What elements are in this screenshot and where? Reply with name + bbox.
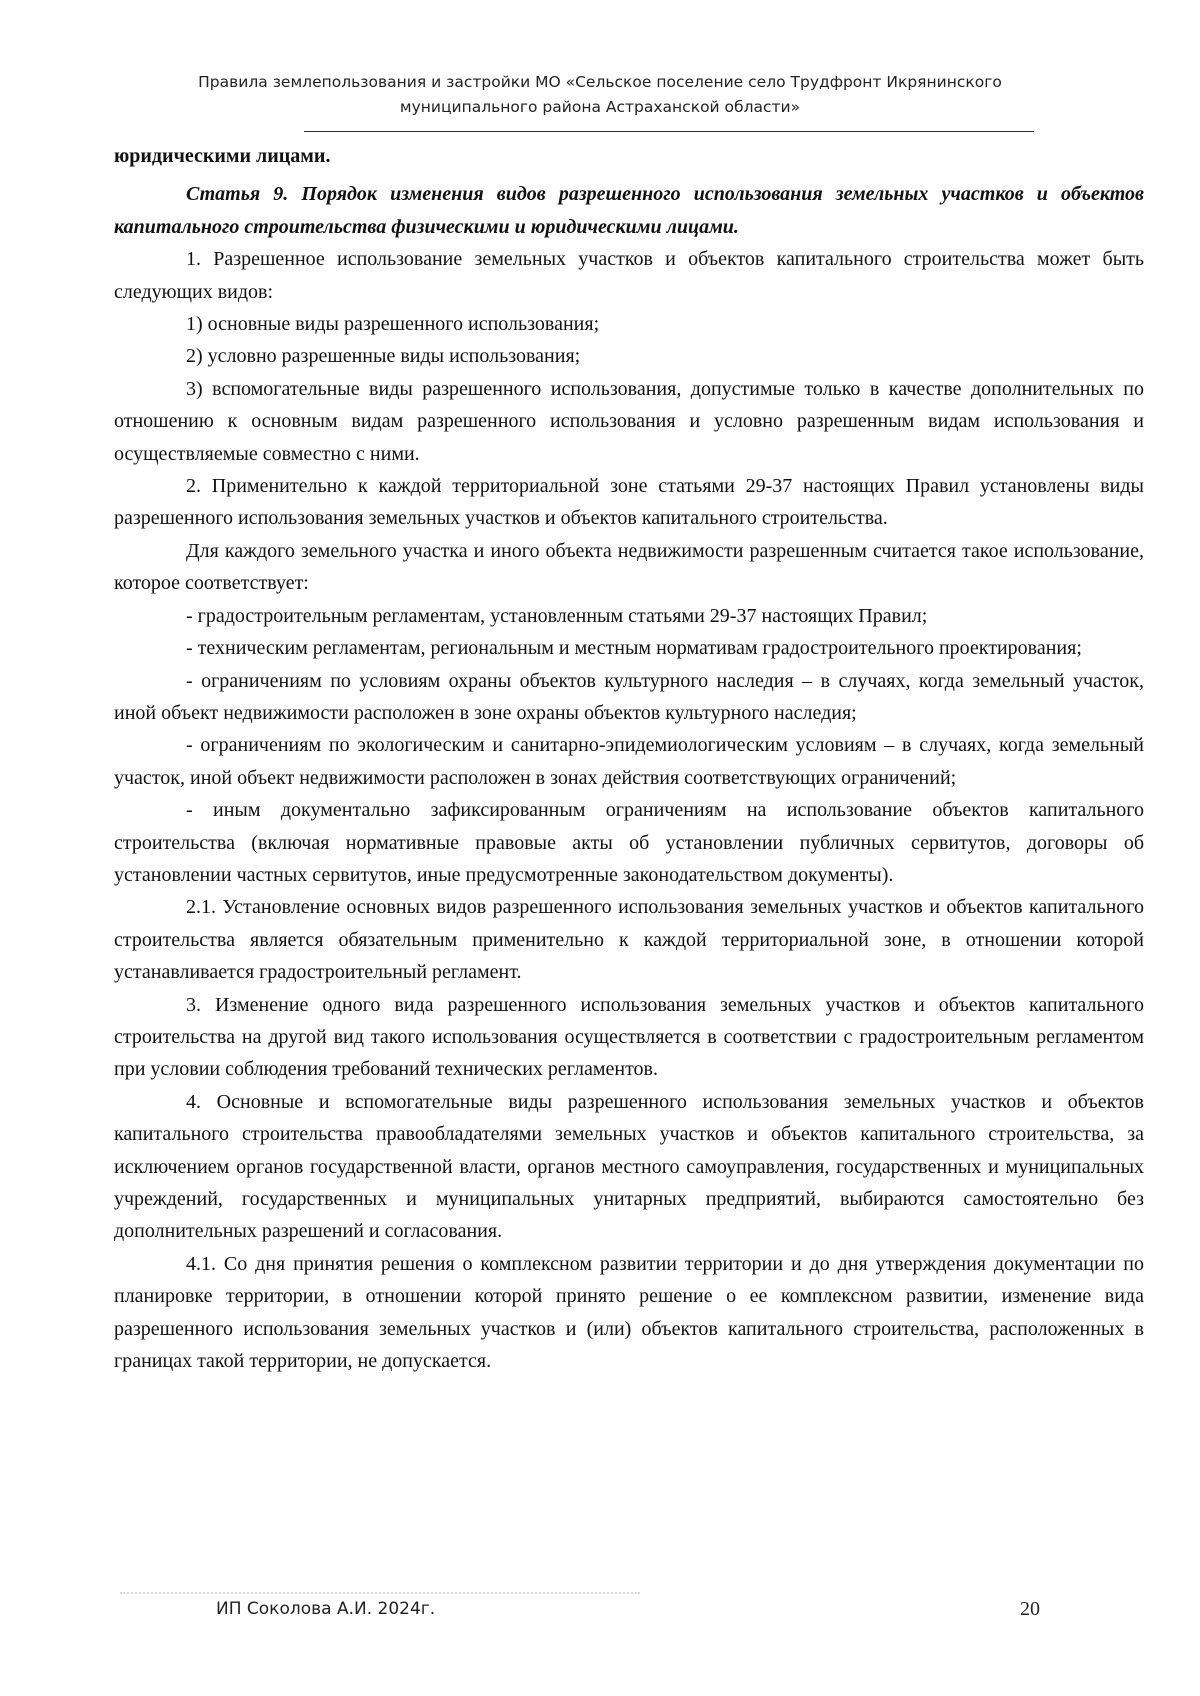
list-item: - ограничениям по условиям охраны объектов культурного наследия – в случаях, когда земельный участок, иной объект недвижимости расположен в зоне охраны объектов культурного наследия;	[114, 669, 1144, 724]
paragraph: 2. Применительно к каждой территориальной зоне статьями 29-37 настоящих Правил установлены виды разрешенного использования земельных участков и объектов капитального строительства.	[114, 475, 1144, 530]
paragraph: 1. Разрешенное использование земельных участков и объектов капитального строительства может быть следующих видов:	[114, 248, 1144, 303]
continuation-text: юридическими лицами.	[114, 145, 331, 167]
paragraph: Для каждого земельного участка и иного объекта недвижимости разрешенным считается такое использование, которое соответствует:	[114, 539, 1144, 595]
page-number: 20	[1020, 1598, 1040, 1620]
list-item: 3) вспомогательные виды разрешенного использования, допустимые только в качестве дополнительных по отношению к основным видам разрешенного использования и условно разрешенным видам использования и осуществляемые совместно с ними.	[114, 377, 1144, 465]
paragraph: 3. Изменение одного вида разрешенного использования земельных участков и объектов капитального строительства на другой вид такого использования осуществляется в соответствии с градостроительным регламентом при условии соблюдения требований технических регламентов.	[114, 993, 1144, 1081]
list-item: 2) условно разрешенные виды использования;	[186, 345, 581, 368]
document-body	[114, 140, 1144, 1377]
header-line-2: муниципального района Астраханской области»	[399, 98, 801, 116]
footer-author: ИП Соколова А.И. 2024г.	[216, 1599, 436, 1619]
footer-divider	[120, 1592, 640, 1594]
paragraph: 2.1. Установление основных видов разрешенного использования земельных участков и объектов капитального строительства является обязательным применительно к каждой территориальной зоне, в отношении которой устанавливается градостроительный регламент.	[114, 896, 1144, 984]
running-header	[160, 70, 1040, 120]
article-title: Статья 9. Порядок изменения видов разрешенного использования земельных участков и объектов капитального строительства физическими и юридическими лицами.	[114, 183, 1144, 238]
paragraph: 4. Основные и вспомогательные виды разрешенного использования земельных участков и объектов капитального строительства правообладателями земельных участков и объектов капитального строительства, за исключением органов государственной власти, органов местного самоуправления, государственных и муниципальных учреждений, государственных и муниципальных унитарных предприятий, выбираются самостоятельно без дополнительных разрешений и согласования.	[114, 1090, 1144, 1243]
list-item: - ограничениям по экологическим и санитарно-эпидемиологическим условиям – в случаях, когда земельный участок, иной объект недвижимости расположен в зонах действия соответствующих ограничений;	[114, 734, 1144, 789]
paragraph: 4.1. Со дня принятия решения о комплексном развитии территории и до дня утверждения документации по планировке территории, в отношении которой принято решение о ее комплексном развитии, изменение вида разрешенного использования земельных участков и (или) объектов капитального строительства, расположенных в границах такой территории, не допускается.	[114, 1252, 1144, 1373]
list-item: - техническим регламентам, региональным и местным нормативам градостроительного проектирования;	[186, 637, 1082, 660]
list-item: - градостроительным регламентам, установленным статьями 29-37 настоящих Правил;	[186, 604, 928, 627]
header-line-1: Правила землепользования и застройки МО «Сельское поселение село Трудфронт Икрянинского	[198, 73, 1002, 91]
list-item: - иным документально зафиксированным ограничениям на использование объектов капитального строительства (включая нормативные правовые акты об установлении публичных сервитутов, договоры об установлении частных сервитутов, иные предусмотренные законодательством документы).	[114, 799, 1144, 886]
header-divider	[304, 131, 1034, 132]
list-item: 1) основные виды разрешенного использования;	[186, 313, 600, 336]
